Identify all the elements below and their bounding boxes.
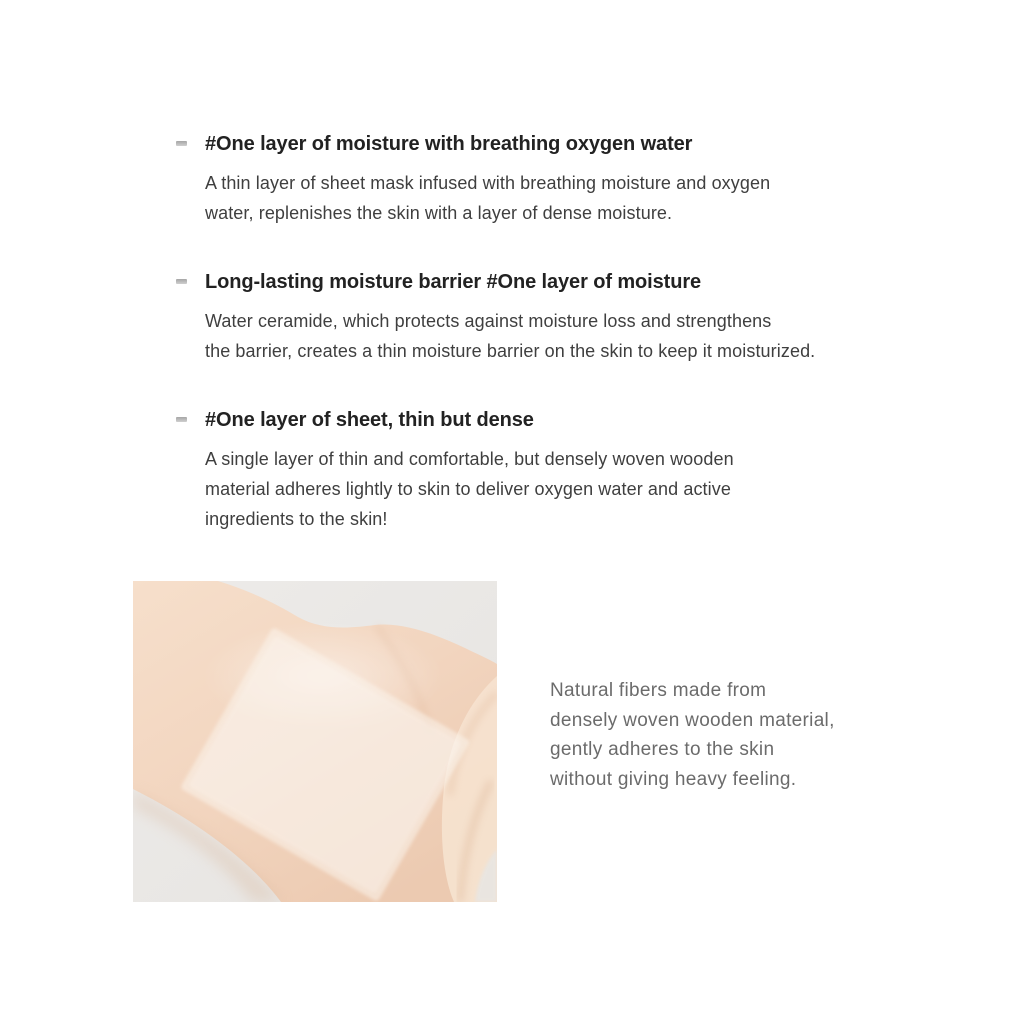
- section-body: [205, 168, 770, 228]
- hand-sheet-mask-photo: [133, 581, 497, 902]
- body-text-line: A single layer of thin and comfortable, but densely woven wooden: [205, 449, 734, 469]
- feature-section-moisture-barrier: [175, 270, 815, 366]
- section-heading: #One layer of sheet, thin but dense: [205, 409, 534, 431]
- body-text-line: water, replenishes the skin with a layer of dense moisture.: [205, 203, 673, 223]
- body-text-line: material adheres lightly to skin to deliver oxygen water and active: [205, 479, 731, 499]
- photo-caption: [550, 676, 835, 794]
- dash-bullet-icon: [176, 279, 187, 284]
- caption-line: gently adheres to the skin: [550, 739, 775, 760]
- body-text-line: ingredients to the skin!: [205, 509, 388, 529]
- caption-line: without giving heavy feeling.: [550, 768, 797, 790]
- dash-bullet-icon: [176, 417, 187, 422]
- hand-sheet-mask-illustration: [133, 581, 497, 902]
- section-heading: #One layer of moisture with breathing oxygen water: [205, 133, 693, 155]
- section-heading: Long-lasting moisture barrier #One layer of moisture: [205, 271, 702, 293]
- feature-section-oxygen-water: [175, 132, 770, 228]
- caption-line: densely woven wooden material,: [550, 709, 835, 731]
- feature-section-thin-sheet: [175, 408, 734, 534]
- section-body: [205, 306, 815, 366]
- body-text-line: the barrier, creates a thin moisture barrier on the skin to keep it moisturized.: [205, 341, 816, 361]
- caption-line: Natural fibers made from: [550, 680, 767, 701]
- section-body: [205, 444, 734, 534]
- body-text-line: Water ceramide, which protects against moisture loss and strengthens: [205, 311, 772, 331]
- body-text-line: A thin layer of sheet mask infused with breathing moisture and oxygen: [205, 173, 771, 193]
- dash-bullet-icon: [176, 141, 187, 146]
